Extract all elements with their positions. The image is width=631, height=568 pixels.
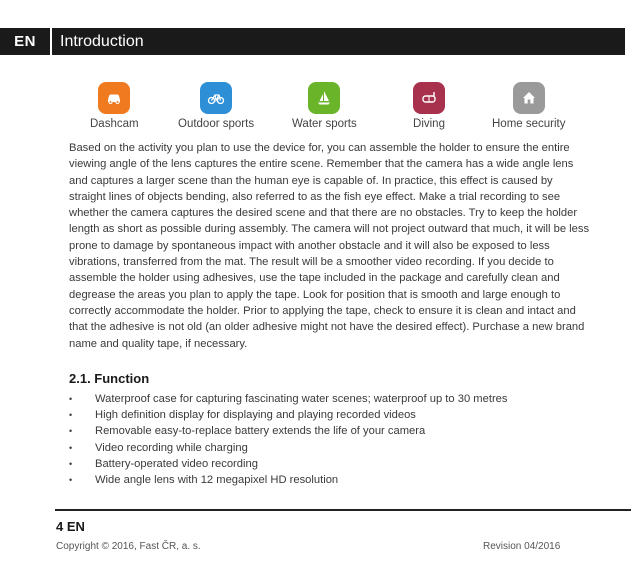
list-item bbox=[69, 440, 589, 456]
car-icon bbox=[98, 82, 130, 114]
feature-text: Video recording while charging bbox=[95, 441, 248, 454]
section-title: Introduction bbox=[60, 32, 144, 50]
feature-text: Waterproof case for capturing fascinating water scenes; waterproof up to 30 metres bbox=[95, 393, 508, 405]
diving-mask-icon bbox=[413, 82, 445, 114]
bullet: • bbox=[69, 426, 73, 437]
language-tag: EN bbox=[0, 28, 52, 55]
activity-label: Dashcam bbox=[90, 118, 139, 130]
activity-label: Diving bbox=[413, 118, 445, 130]
list-item bbox=[69, 391, 589, 407]
list-item bbox=[69, 407, 589, 423]
intro-paragraph: Based on the activity you plan to use the device for, you can assemble the holder to ensure the entire viewing angle of the lens captures the entire scene. Remember that the camera has a wide angle lens and captures a larger scene than the human eye is capable of. In practice, this effect is caused by straight lines of objects bending, also referred to as the fish eye effect. Make a trial recording to see whether the camera captures the desired scene and that there are no obstacles. Try to keep the holder length as short as possible during assembly. The camera will not project outward that much, it will be less prone to damage by spontaneous impact with another obstacle and it will also be exposed to less vibrations, transferred from the mat. The result will be a smoother video recording. If you decide to assemble the holder using adhesives, use the tape included in the package and carefully clean and degrease the areas you plan to apply the tape. Look for position that is smooth and large enough to correctly accommodate the holder. Prior to applying the tape, check to ensure it is clean and intact and that the adhesive is not old (an older adhesive might not have the desired effect). Purchase a new brand name and quality tape, if necessary. bbox=[69, 142, 590, 350]
activity-diving bbox=[413, 82, 445, 130]
function-heading: 2.1. Function bbox=[69, 371, 150, 386]
activity-label: Outdoor sports bbox=[178, 118, 255, 130]
footer-divider bbox=[55, 509, 631, 511]
activity-outdoor-sports bbox=[178, 82, 254, 130]
feature-text: High definition display for displaying and playing recorded videos bbox=[95, 409, 416, 422]
feature-text: Wide angle lens with 12 megapixel HD resolution bbox=[95, 474, 339, 487]
list-item bbox=[69, 456, 589, 472]
bullet: • bbox=[69, 475, 73, 486]
activity-icons-row bbox=[70, 82, 590, 132]
feature-list bbox=[69, 391, 589, 488]
page-number: 4 EN bbox=[56, 519, 85, 534]
bullet: • bbox=[69, 394, 73, 404]
feature-text: Battery-operated video recording bbox=[95, 457, 258, 470]
activity-label: Home security bbox=[492, 118, 566, 130]
list-item bbox=[69, 472, 589, 488]
feature-text: Removable easy-to-replace battery extends the life of your camera bbox=[95, 425, 426, 438]
bullet: • bbox=[69, 442, 73, 453]
house-icon bbox=[513, 82, 545, 114]
revision-text: Revision 04/2016 bbox=[483, 541, 561, 552]
bicycle-icon bbox=[200, 82, 232, 114]
header-bar bbox=[0, 28, 631, 55]
sailboat-icon bbox=[308, 82, 340, 114]
copyright-text: Copyright © 2016, Fast ČR, a. s. bbox=[56, 541, 201, 552]
activity-label: Water sports bbox=[292, 118, 357, 130]
list-item bbox=[69, 423, 589, 439]
activity-dashcam bbox=[90, 82, 139, 130]
bullet: • bbox=[69, 410, 73, 421]
activity-home-security bbox=[492, 82, 566, 130]
bullet: • bbox=[69, 458, 73, 469]
activity-water-sports bbox=[292, 82, 357, 130]
header-gap bbox=[625, 28, 631, 55]
